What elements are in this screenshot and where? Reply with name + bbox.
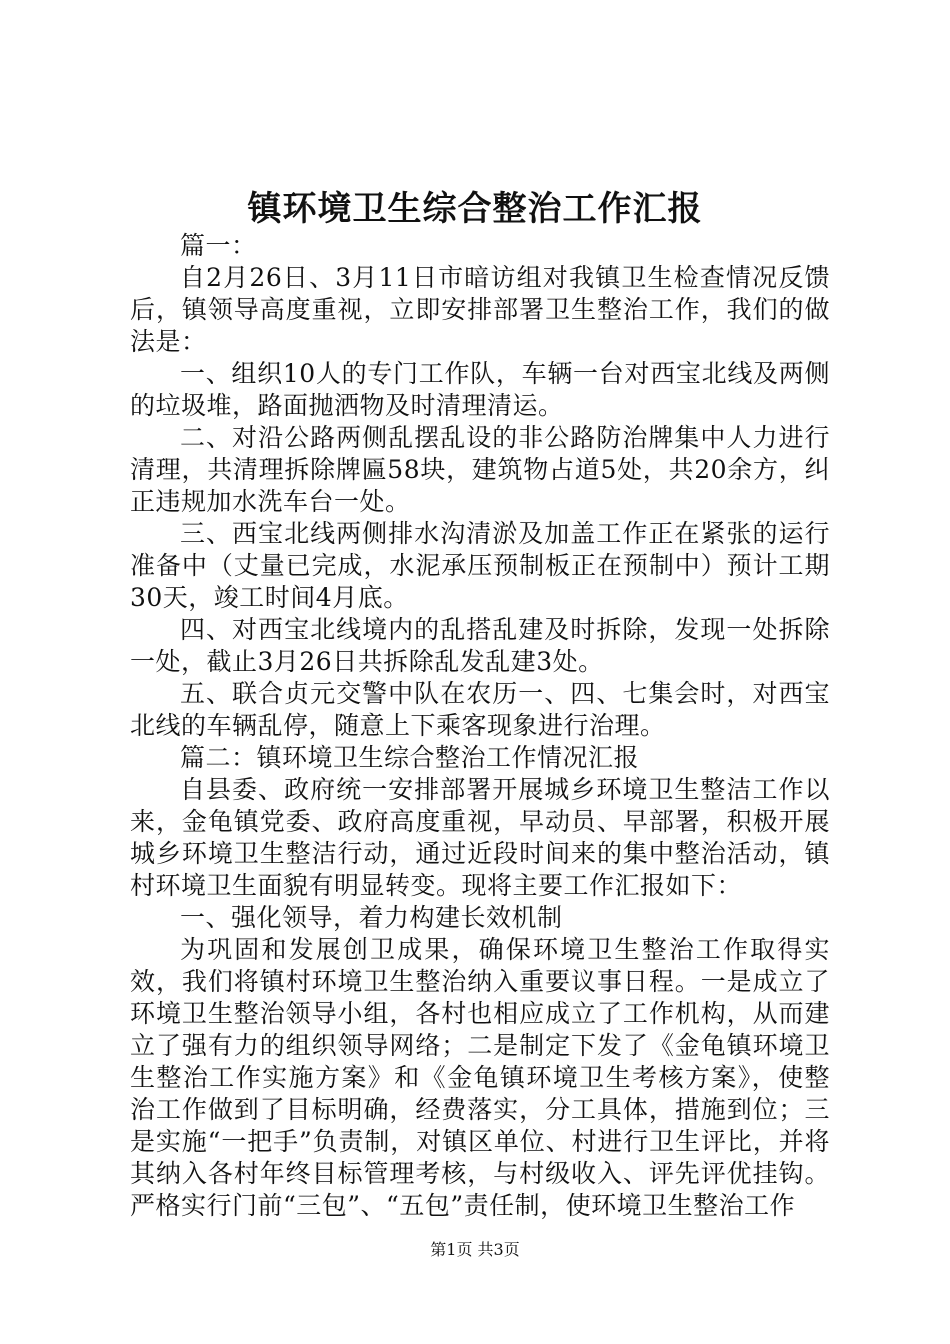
section-heading: 一、强化领导，着力构建长效机制 <box>180 903 563 932</box>
paragraph: 为巩固和发展创卫成果，确保环境卫生整治工作取得实效，我们将镇村环境卫生整治纳入重要议事日程。一是成立了环境卫生整治领导小组，各村也相应成立了工作机构，从而建立了强有力的组织领导网络；二是制定下发了《金龟镇环境卫生整治工作实施方案》和《金龟镇环境卫生考核方案》，使整治工作做到了目标明确，经费落实，分工具体，措施到位；三是实施“一把手”负责制，对镇区单位、村进行卫生评比，并将其纳入各村年终目标管理考核，与村级收入、评先评优挂钩。严格实行门前“三包”、“五包”责任制，使环境卫生整治工作 <box>130 935 830 1220</box>
document-body <box>130 230 830 1222</box>
paragraph: 三、西宝北线两侧排水沟清淤及加盖工作正在紧张的运行准备中（丈量已完成，水泥承压预制板正在预制中）预计工期30天，竣工时间4月底。 <box>130 519 830 612</box>
paragraph: 四、对西宝北线境内的乱搭乱建及时拆除，发现一处拆除一处，截止3月26日共拆除乱发乱建3处。 <box>130 615 830 676</box>
paragraph: 篇一： <box>180 231 257 260</box>
paragraph: 自县委、政府统一安排部署开展城乡环境卫生整洁工作以来，金龟镇党委、政府高度重视，早动员、早部署，积极开展城乡环境卫生整洁行动，通过近段时间来的集中整治活动，镇村环境卫生面貌有明显转变。现将主要工作汇报如下： <box>130 775 830 900</box>
paragraph: 二、对沿公路两侧乱摆乱设的非公路防治牌集中人力进行清理，共清理拆除牌匾58块，建筑物占道5处，共20余方，纠正违规加水洗车台一处。 <box>130 423 830 516</box>
document-title: 镇环境卫生综合整治工作汇报 <box>247 189 703 229</box>
page-number: 第1页 共3页 <box>430 1240 520 1259</box>
paragraph: 自2月26日、3月11日市暗访组对我镇卫生检查情况反馈后，镇领导高度重视，立即安排部署卫生整治工作，我们的做法是： <box>130 263 830 356</box>
section-heading: 篇二：镇环境卫生综合整治工作情况汇报 <box>180 743 640 772</box>
paragraph: 五、联合贞元交警中队在农历一、四、七集会时，对西宝北线的车辆乱停，随意上下乘客现象进行治理。 <box>130 679 830 740</box>
paragraph: 一、组织10人的专门工作队，车辆一台对西宝北线及两侧的垃圾堆，路面抛洒物及时清理清运。 <box>130 359 830 420</box>
